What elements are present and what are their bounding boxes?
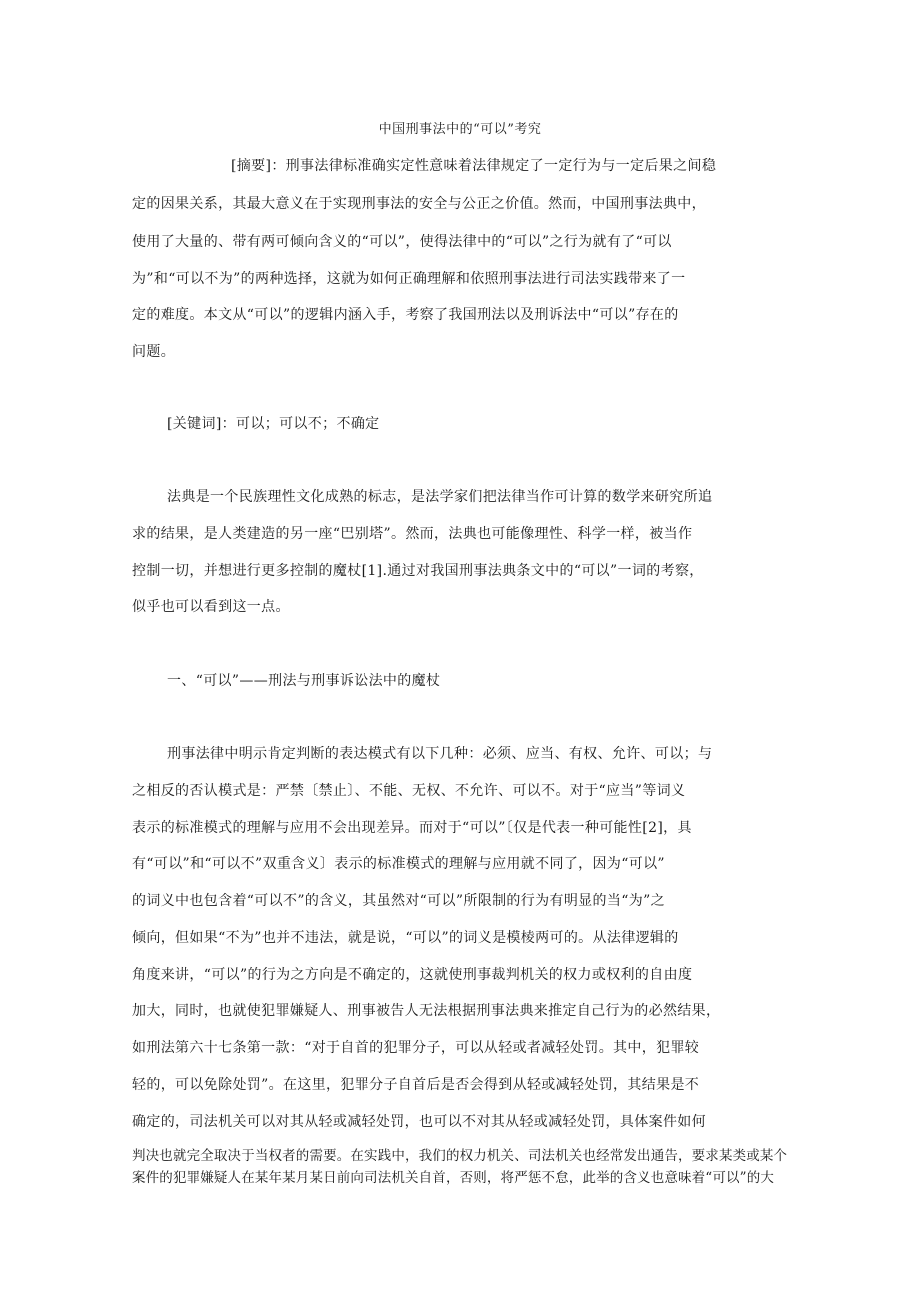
body-line: 有“可以”和“可以不”双重含义〕表示的标准模式的理解与应用就不同了，因为“可以” bbox=[132, 856, 665, 872]
body-line: 确定的，司法机关可以对其从轻或减轻处罚，也可以不对其从轻或减轻处罚，具体案件如何 bbox=[132, 1114, 706, 1130]
body-line: 如刑法第六十七条第一款：“对于自首的犯罪分子，可以从轻或者减轻处罚。其中，犯罪较 bbox=[132, 1040, 700, 1056]
section-heading: 一、“可以”——刑法与刑事诉讼法中的魔杖 bbox=[167, 673, 441, 689]
body-line: 之相反的否认模式是：严禁〔禁止〕、不能、无权、不允许、可以不。对于“应当”等词义 bbox=[132, 783, 686, 799]
body-line: 加大，同时，也就使犯罪嫌疑人、刑事被告人无法根据刑事法典来推定自己行为的必然结果， bbox=[132, 1003, 721, 1019]
abstract-line: 定的因果关系，其最大意义在于实现刑事法的安全与公正之价值。然而，中国刑事法典中， bbox=[132, 196, 706, 212]
body-line: 倾向，但如果“不为”也并不违法，就是说，“可以”的词义是模棱两可的。从法律逻辑的 bbox=[132, 930, 679, 946]
body-line: 轻的，可以免除处罚”。在这里，犯罪分子自首后是否会得到从轻或减轻处罚，其结果是不 bbox=[132, 1077, 700, 1093]
body-line: 刑事法律中明示肯定判断的表达模式有以下几种：必须、应当、有权、允许、可以；与 bbox=[167, 746, 713, 762]
body-line: 角度来讲，“可以”的行为之方向是不确定的，这就使刑事裁判机关的权力或权利的自由度 bbox=[132, 967, 693, 983]
body-line: 的词义中也包含着“可以不”的含义，其虽然对“可以”所限制的行为有明显的当“为”之 bbox=[132, 893, 665, 909]
abstract-line: 定的难度。本文从“可以”的逻辑内涵入手，考察了我国刑法以及刑诉法中“可以”存在的 bbox=[132, 307, 679, 323]
keywords-line: [关键词]：可以；可以不；不确定 bbox=[167, 416, 380, 432]
abstract-line: 为”和“可以不为”的两种选择，这就为如何正确理解和依照刑事法进行司法实践带来了一 bbox=[132, 271, 686, 287]
body-line: 表示的标准模式的理解与应用不会出现差异。而对于“可以”〔仅是代表一种可能性[2]，具 bbox=[132, 820, 692, 836]
intro-line: 求的结果，是人类建造的另一座“巴别塔”。然而，法典也可能像理性、科学一样，被当作 bbox=[132, 526, 693, 542]
body-line: 案件的犯罪嫌疑人在某年某月某日前向司法机关自首，否则，将严惩不怠，此举的含义也意味着“可以”的大 bbox=[132, 1170, 775, 1186]
abstract-line: 使用了大量的、带有两可倾向含义的“可以”，使得法律中的“可以”之行为就有了“可以 bbox=[132, 234, 672, 250]
document-title: 中国刑事法中的“可以”考究 bbox=[378, 122, 542, 137]
abstract-line: 问题。 bbox=[132, 344, 176, 360]
intro-line: 法典是一个民族理性文化成熟的标志，是法学家们把法律当作可计算的数学来研究所追 bbox=[167, 489, 713, 505]
abstract-line: [摘要]：刑事法律标准确实定性意味着法律规定了一定行为与一定后果之间稳 bbox=[231, 158, 717, 174]
intro-line: 控制一切，并想进行更多控制的魔杖[1].通过对我国刑事法典条文中的“可以”一词的考察， bbox=[132, 563, 704, 579]
intro-line: 似乎也可以看到这一点。 bbox=[132, 599, 290, 615]
body-line: 判决也就完全取决于当权者的需要。在实践中，我们的权力机关、司法机关也经常发出通告，要求某类或某个 bbox=[132, 1148, 788, 1164]
